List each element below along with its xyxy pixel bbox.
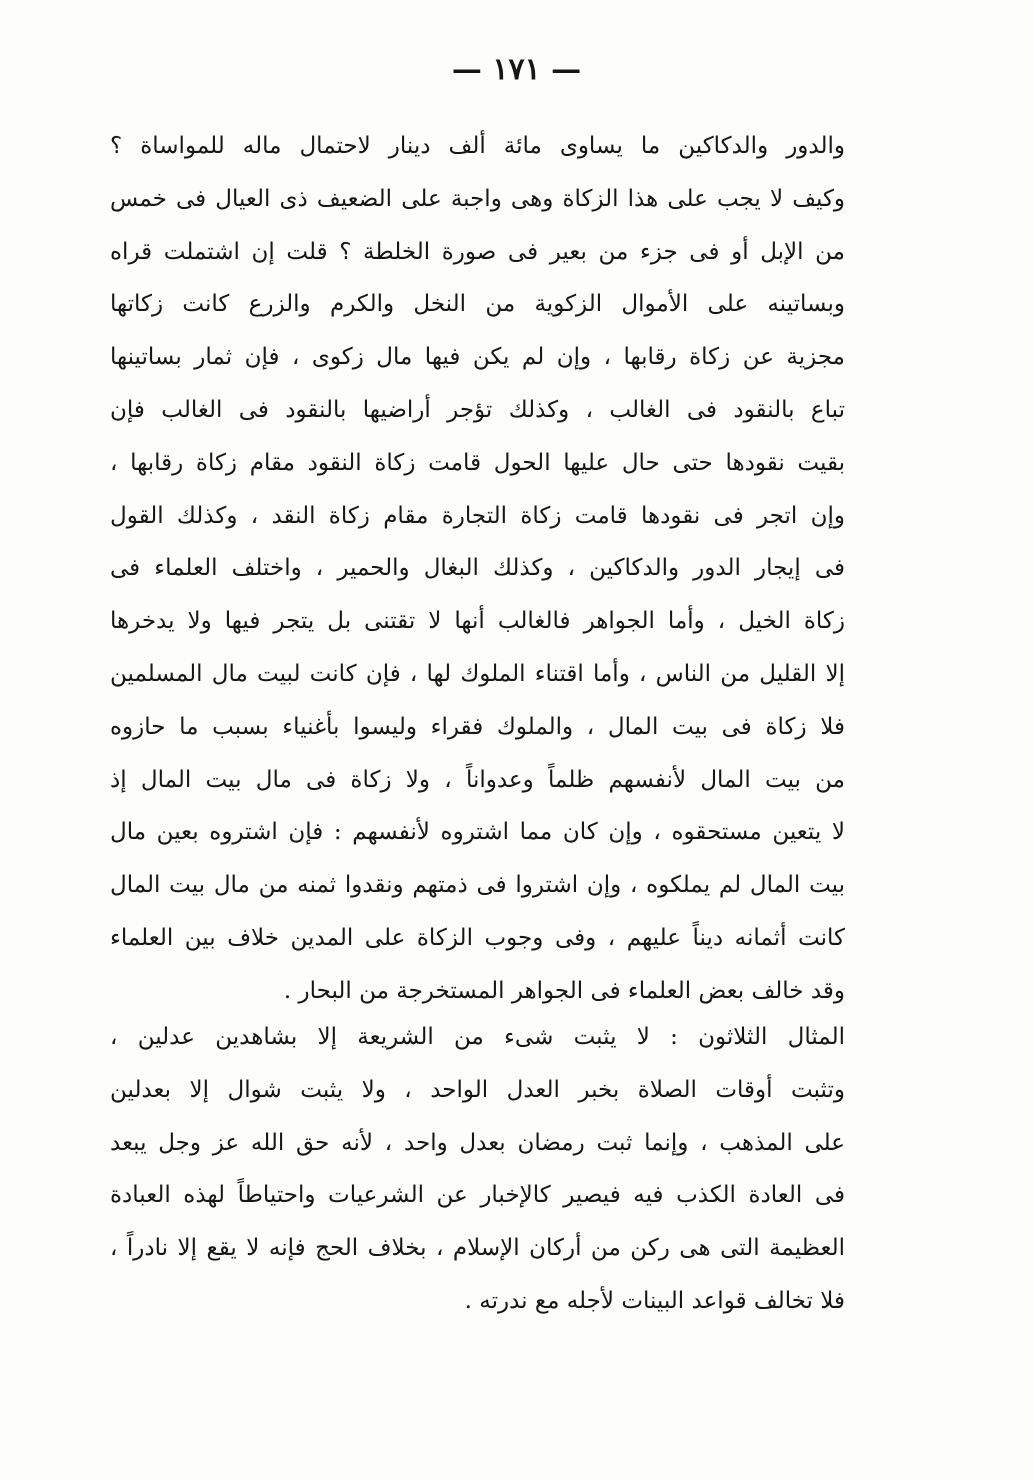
text-line: وكيف لا يجب على هذا الزكاة وهى واجبة على الضعيف ذى العيال فى خمس [110, 185, 845, 212]
text-line: لا يتعين مستحقوه ، وإن كان مما اشتروه لأنفسهم : فإن اشتروه بعين مال [110, 819, 845, 846]
text-line: وإن اتجر فى نقودها قامت زكاة التجارة مقام زكاة النقد ، وكذلك القول [110, 502, 845, 529]
text-line: العظيمة التى هى ركن من أركان الإسلام ، بخلاف الحج فإنه لا يقع إلا نادراً ، [110, 1235, 845, 1262]
text-line: بيت المال لم يملكوه ، وإن اشتروا فى ذمتهم ونقدوا ثمنه من مال بيت المال [110, 872, 845, 899]
text-line: مجزية عن زكاة رقابها ، وإن لم يكن فيها مال زكوى ، فإن ثمار بساتينها [110, 344, 845, 371]
text-line: بقيت نقودها حتى حال عليها الحول قامت زكاة النقود مقام زكاة رقابها ، [110, 449, 845, 476]
text-line: فى العادة الكذب فيه فيصير كالإخبار عن الشرعيات واحتياطاً لهذه العبادة [110, 1182, 845, 1209]
paragraph-1 [110, 120, 845, 1018]
text-line: إلا القليل من الناس ، وأما اقتناء الملوك لها ، فإن كانت لبيت مال المسلمين [110, 660, 845, 687]
text-line: والدور والدكاكين ما يساوى مائة ألف دينار لاحتمال ماله للمواساة ؟ [110, 133, 845, 159]
text-line: على المذهب ، وإنما ثبت رمضان بعدل واحد ، لأنه حق الله عز وجل يبعد [110, 1129, 845, 1156]
text-line: زكاة الخيل ، وأما الجواهر فالغالب أنها لا تقتنى بل يتجر فيها ولا يدخرها [110, 608, 845, 635]
text-line: تباع بالنقود فى الغالب ، وكذلك تؤجر أراضيها بالنقود فى الغالب فإن [110, 396, 845, 423]
text-line: فلا زكاة فى بيت المال ، والملوك فقراء وليسوا بأغنياء بسبب ما حازوه [110, 713, 845, 740]
text-line: من الإبل أو فى جزء من بعير فى صورة الخلطة ؟ قلت إن اشتملت قراه [110, 238, 845, 265]
page-number: — ١٧١ — [451, 52, 582, 87]
text-line: وبساتينه على الأموال الزكوية من النخل والكرم والزرع كانت زكاتها [110, 291, 845, 318]
text-line: المثال الثلاثون : لا يثبت شىء من الشريعة إلا بشاهدين عدلين ، [110, 1024, 845, 1050]
text-line: كانت أثمانه ديناً عليهم ، وفى وجوب الزكاة على المدين خلاف بين العلماء [110, 924, 845, 951]
text-line: فلا تخالف قواعد البينات لأجله مع ندرته . [464, 1287, 845, 1314]
text-line: من بيت المال لأنفسهم ظلماً وعدواناً ، ولا زكاة فى مال بيت المال إذ [110, 766, 845, 793]
text-line: فى إيجار الدور والدكاكين ، وكذلك البغال والحمير ، واختلف العلماء فى [110, 555, 845, 582]
paragraph-2 [110, 1011, 845, 1328]
text-line: وقد خالف بعض العلماء فى الجواهر المستخرجة من البحار . [283, 977, 845, 1004]
text-line: وتثبت أوقات الصلاة بخبر العدل الواحد ، ولا يثبت شوال إلا بعدلين [110, 1076, 845, 1103]
